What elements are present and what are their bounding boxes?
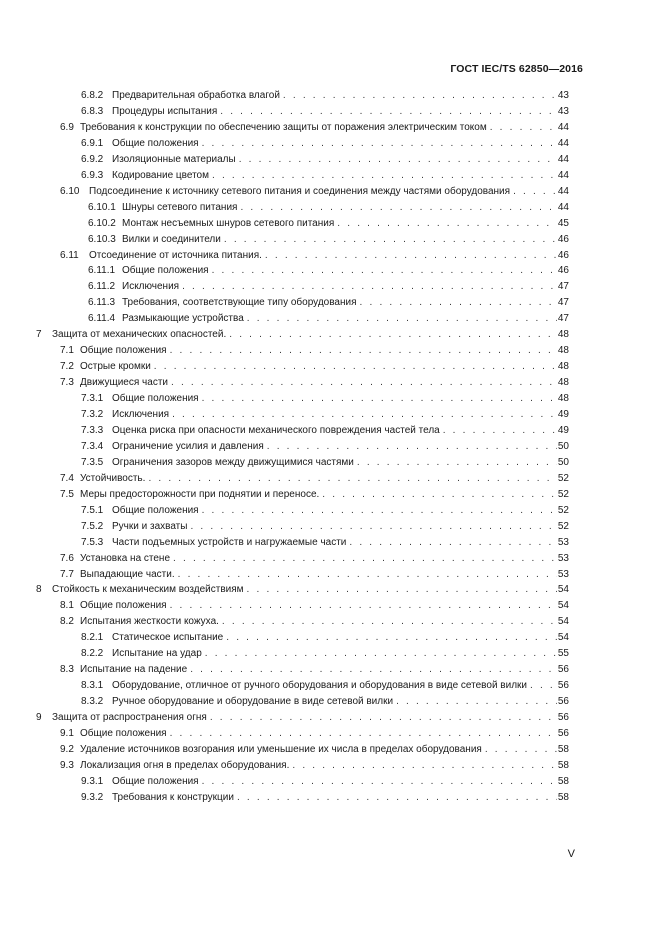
toc-entry-number: 6.11.1	[88, 265, 116, 277]
toc-entry-number: 6.9.3	[81, 169, 104, 181]
toc-entry-title: Выпадающие части.	[80, 568, 175, 580]
toc-entry-title: Общие положения	[80, 728, 167, 739]
toc-entry[interactable]	[60, 184, 569, 200]
toc-leader-dots	[170, 343, 557, 359]
toc-entry-page: 49	[557, 409, 569, 420]
toc-entry-page: 44	[557, 169, 569, 181]
toc-entry-number: 6.11.4	[88, 313, 116, 325]
toc-leader-dots	[190, 662, 557, 678]
toc-entry[interactable]	[60, 598, 569, 614]
toc-leader-dots	[172, 407, 557, 423]
toc-entry-title: Монтаж несъемных шнуров сетевого питания	[122, 217, 335, 229]
toc-entry-page: 56	[557, 680, 569, 692]
toc-entry[interactable]	[81, 88, 569, 104]
toc-entry[interactable]	[60, 375, 569, 391]
toc-entry[interactable]	[81, 104, 569, 120]
toc-entry-title: Оборудование, отличное от ручного оборудования и оборудования в виде сетевой вилки	[112, 680, 527, 692]
toc-entry-page: 48	[557, 377, 569, 389]
toc-leader-dots	[171, 375, 557, 391]
toc-entry-number: 7.1	[60, 345, 74, 357]
toc-entry-title: Стойкость к механическим воздействиям	[52, 584, 244, 596]
toc-entry-number: 6.10	[60, 185, 80, 197]
toc-entry-number: 7.3.1	[81, 393, 104, 405]
toc-entry-number: 7	[36, 329, 42, 341]
toc-entry-title: Испытание на падение	[80, 664, 188, 676]
toc-entry-number: 7.6	[60, 552, 74, 564]
toc-entry-page: 56	[557, 696, 569, 708]
toc-entry-page: 52	[557, 520, 569, 532]
toc-entry-page: 44	[557, 185, 569, 197]
toc-entry-title: Шнуры сетевого питания	[122, 201, 238, 213]
toc-entry-number: 7.3.2	[81, 409, 104, 420]
toc-leader-dots	[170, 598, 557, 614]
toc-entry-number: 8	[36, 584, 42, 596]
toc-entry-number: 6.10.1	[88, 201, 116, 213]
toc-leader-dots	[182, 279, 557, 295]
toc-entry-title: Кодирование цветом	[112, 169, 209, 181]
toc-entry-title: Требования к конструкции по обеспечению защиты от поражения электрическим током	[80, 121, 487, 133]
toc-entry-number: 6.11.2	[88, 281, 116, 293]
toc-entry-number: 7.5.3	[81, 536, 104, 548]
toc-entry[interactable]	[88, 263, 569, 279]
toc-entry-title: Подсоединение к источнику сетевого питания и соединения между частями оборудования	[89, 185, 511, 197]
toc-entry-number: 6.9.1	[81, 137, 104, 149]
toc-entry-title: Ручное оборудование и оборудование в виде сетевой вилки	[112, 696, 394, 708]
toc-entry-page: 56	[557, 728, 569, 739]
toc-leader-dots	[530, 678, 557, 694]
toc-entry-title: Ручки и захваты	[112, 520, 188, 532]
toc-entry-page: 47	[557, 281, 569, 293]
toc-entry-title: Движущиеся части	[80, 377, 168, 389]
toc-entry-title: Изоляционные материалы	[112, 153, 236, 165]
toc-entry[interactable]	[81, 455, 569, 471]
toc-entry[interactable]	[81, 630, 569, 646]
toc-entry-number: 8.3.1	[81, 680, 104, 692]
toc-entry-title: Оценка риска при опасности механического повреждения частей тела	[112, 424, 440, 436]
toc-leader-dots	[210, 710, 557, 726]
toc-entry-page: 52	[557, 504, 569, 516]
toc-leader-dots	[292, 758, 557, 774]
toc-entry-number: 9.3	[60, 759, 74, 771]
toc-entry-page: 50	[557, 456, 569, 468]
toc-entry[interactable]	[60, 551, 569, 567]
toc-entry-page: 47	[557, 297, 569, 309]
toc-entry-page: 46	[557, 233, 569, 245]
toc-entry-page: 54	[557, 616, 569, 628]
toc-entry-page: 47	[557, 313, 569, 325]
toc-entry-number: 7.5	[60, 488, 74, 500]
toc-entry-page: 54	[557, 600, 569, 612]
toc-entry-page: 58	[557, 791, 569, 803]
toc-leader-dots	[154, 359, 557, 375]
toc-leader-dots	[239, 152, 557, 168]
toc-entry-title: Вилки и соединители	[122, 233, 221, 245]
toc-entry[interactable]	[81, 678, 569, 694]
standard-designation: ГОСТ IEC/TS 62850—2016	[450, 63, 583, 75]
toc-entry[interactable]	[88, 311, 569, 327]
toc-entry[interactable]	[60, 120, 569, 136]
toc-leader-dots	[443, 423, 557, 439]
toc-leader-dots	[490, 120, 557, 136]
toc-entry-number: 7.5.2	[81, 520, 104, 532]
toc-leader-dots	[337, 216, 557, 232]
toc-leader-dots	[226, 630, 557, 646]
toc-entry-number: 9	[36, 712, 42, 724]
toc-leader-dots	[247, 582, 557, 598]
toc-entry[interactable]	[60, 359, 569, 375]
toc-leader-dots	[229, 327, 557, 343]
toc-entry-number: 6.9.2	[81, 153, 104, 165]
toc-entry-number: 9.2	[60, 743, 74, 755]
toc-entry[interactable]	[81, 152, 569, 168]
toc-entry-number: 9.1	[60, 728, 74, 739]
toc-leader-dots	[485, 742, 557, 758]
toc-leader-dots	[357, 455, 557, 471]
toc-entry[interactable]	[81, 136, 569, 152]
toc-entry-page: 50	[557, 440, 569, 452]
toc-entry-number: 8.2.2	[81, 648, 104, 660]
toc-leader-dots	[220, 104, 557, 120]
toc-entry[interactable]	[81, 407, 569, 423]
toc-entry-number: 7.4	[60, 472, 74, 484]
toc-entry[interactable]	[88, 200, 569, 216]
toc-entry[interactable]	[60, 758, 569, 774]
toc-entry-number: 7.3.4	[81, 440, 104, 452]
toc-leader-dots	[173, 551, 557, 567]
toc-entry-page: 48	[557, 393, 569, 405]
toc-entry-number: 8.3	[60, 664, 74, 676]
toc-entry-title: Требования к конструкции	[112, 791, 234, 803]
toc-entry-page: 58	[557, 743, 569, 755]
toc-entry[interactable]	[81, 439, 569, 455]
toc-entry-number: 7.3.5	[81, 456, 104, 468]
toc-entry-title: Защита от распространения огня	[52, 712, 207, 724]
toc-entry-number: 8.3.2	[81, 696, 104, 708]
toc-leader-dots	[224, 232, 557, 248]
toc-entry-number: 6.8.2	[81, 90, 104, 101]
toc-entry[interactable]	[81, 423, 569, 439]
toc-entry-title: Испытание на удар	[112, 648, 202, 660]
toc-entry-title: Защита от механических опасностей.	[52, 329, 227, 341]
toc-leader-dots	[148, 471, 556, 487]
toc-entry-title: Требования, соответствующие типу оборудования	[122, 297, 357, 309]
toc-entry-page: 48	[557, 329, 569, 341]
toc-entry-title: Общие положения	[112, 775, 199, 787]
toc-entry-page: 45	[557, 217, 569, 229]
toc-entry-title: Общие положения	[80, 345, 167, 357]
toc-entry-title: Острые кромки	[80, 361, 151, 373]
toc-entry-page: 55	[557, 648, 569, 660]
toc-entry-page: 48	[557, 345, 569, 357]
toc-entry[interactable]	[60, 487, 569, 503]
toc-leader-dots	[265, 248, 557, 264]
toc-entry[interactable]	[81, 646, 569, 662]
toc-leader-dots	[202, 136, 557, 152]
toc-entry-page: 53	[557, 536, 569, 548]
toc-entry-title: Общие положения	[80, 600, 167, 612]
toc-leader-dots	[237, 790, 557, 806]
toc-entry-title: Ограничение усилия и давления	[112, 440, 264, 452]
toc-entry-page: 44	[557, 121, 569, 133]
toc-entry-page: 53	[557, 568, 569, 580]
toc-entry-number: 8.1	[60, 600, 74, 612]
toc-entry[interactable]	[81, 694, 569, 710]
toc-leader-dots	[267, 439, 557, 455]
toc-entry-number: 7.3.3	[81, 424, 104, 436]
toc-entry-number: 6.8.3	[81, 105, 104, 117]
toc-leader-dots	[212, 168, 557, 184]
toc-entry-page: 52	[557, 472, 569, 484]
toc-leader-dots	[247, 311, 557, 327]
toc-entry[interactable]	[60, 742, 569, 758]
toc-entry[interactable]	[60, 662, 569, 678]
toc-entry[interactable]	[81, 535, 569, 551]
toc-entry-title: Процедуры испытания	[112, 105, 218, 117]
toc-entry-title: Общие положения	[122, 265, 209, 277]
toc-entry-title: Исключения	[112, 409, 170, 420]
toc-entry-page: 44	[557, 201, 569, 213]
toc-entry-page: 44	[557, 153, 569, 165]
toc-entry[interactable]	[81, 391, 569, 407]
toc-entry-title: Предварительная обработка влагой	[112, 90, 280, 101]
toc-entry-number: 6.10.2	[88, 217, 116, 229]
toc-entry[interactable]	[88, 232, 569, 248]
toc-entry-page: 48	[557, 361, 569, 373]
toc-entry-page: 56	[557, 664, 569, 676]
toc-leader-dots	[178, 567, 557, 583]
toc-entry-number: 9.3.2	[81, 791, 104, 803]
toc-entry-title: Статическое испытание	[112, 632, 224, 644]
toc-entry-number: 6.11.3	[88, 297, 116, 309]
toc-entry-title: Испытания жесткости кожуха.	[80, 616, 219, 628]
toc-entry[interactable]	[81, 774, 569, 790]
toc-entry[interactable]	[81, 519, 569, 535]
toc-entry[interactable]	[36, 710, 569, 726]
toc-entry[interactable]	[60, 614, 569, 630]
toc-entry-number: 8.2.1	[81, 632, 104, 644]
toc-leader-dots	[283, 88, 557, 104]
toc-leader-dots	[240, 200, 556, 216]
toc-entry-page: 58	[557, 775, 569, 787]
toc-entry-number: 7.2	[60, 361, 74, 373]
toc-entry-title: Размыкающие устройства	[122, 313, 244, 325]
page-number: V	[567, 848, 575, 860]
toc-entry-number: 8.2	[60, 616, 74, 628]
toc-entry[interactable]	[36, 327, 569, 343]
toc-entry-number: 6.9	[60, 121, 74, 133]
toc-entry-number: 7.5.1	[81, 504, 104, 516]
toc-entry-title: Общие положения	[112, 393, 199, 405]
toc-entry-title: Установка на стене	[80, 552, 171, 564]
toc-entry[interactable]	[88, 295, 569, 311]
toc-entry[interactable]	[81, 790, 569, 806]
toc-entry-title: Ограничения зазоров между движущимися частями	[112, 456, 354, 468]
toc-entry[interactable]	[60, 567, 569, 583]
toc-entry-title: Удаление источников возгорания или уменьшение их числа в пределах оборудования	[80, 743, 482, 755]
toc-entry[interactable]	[88, 216, 569, 232]
toc-entry-page: 46	[557, 265, 569, 277]
toc-entry-page: 46	[557, 249, 569, 261]
toc-leader-dots	[170, 726, 557, 742]
toc-entry-page: 49	[557, 424, 569, 436]
toc-leader-dots	[322, 487, 557, 503]
toc-leader-dots	[349, 535, 557, 551]
toc-entry-number: 7.3	[60, 377, 74, 389]
toc-leader-dots	[222, 614, 557, 630]
toc-leader-dots	[360, 295, 557, 311]
toc-entry[interactable]	[81, 503, 569, 519]
toc-entry-page: 52	[557, 488, 569, 500]
toc-entry[interactable]	[36, 582, 569, 598]
toc-entry-number: 7.7	[60, 568, 74, 580]
toc-leader-dots	[396, 694, 557, 710]
toc-entry-page: 54	[557, 632, 569, 644]
toc-entry-page: 53	[557, 552, 569, 564]
toc-entry-title: Общие положения	[112, 137, 199, 149]
toc-entry[interactable]	[60, 248, 569, 264]
toc-entry[interactable]	[88, 279, 569, 295]
toc-entry-number: 9.3.1	[81, 775, 104, 787]
toc-leader-dots	[513, 184, 557, 200]
toc-entry-page: 58	[557, 759, 569, 771]
toc-leader-dots	[202, 391, 557, 407]
toc-entry-page: 43	[557, 105, 569, 117]
toc-leader-dots	[202, 503, 557, 519]
toc-entry[interactable]	[81, 168, 569, 184]
toc-leader-dots	[190, 519, 556, 535]
toc-entry-page: 56	[557, 712, 569, 724]
toc-entry-title: Отсоединение от источника питания.	[89, 249, 262, 261]
toc-entry[interactable]	[60, 726, 569, 742]
toc-entry-page: 54	[557, 584, 569, 596]
toc-entry-title: Меры предосторожности при поднятии и переносе.	[80, 488, 320, 500]
toc-leader-dots	[205, 646, 557, 662]
toc-entry-title: Устойчивость.	[80, 472, 146, 484]
toc-entry-number: 6.10.3	[88, 233, 116, 245]
toc-leader-dots	[212, 263, 557, 279]
toc-leader-dots	[202, 774, 557, 790]
toc-entry-number: 6.11	[60, 249, 79, 261]
toc-entry-title: Локализация огня в пределах оборудования.	[80, 759, 290, 771]
toc-entry[interactable]	[60, 343, 569, 359]
toc-entry-page: 44	[557, 137, 569, 149]
toc-entry-title: Исключения	[122, 281, 180, 293]
toc-entry-title: Общие положения	[112, 504, 199, 516]
toc-entry-title: Части подъемных устройств и нагружаемые части	[112, 536, 347, 548]
toc-entry-page: 43	[557, 90, 569, 101]
toc-entry[interactable]	[60, 471, 569, 487]
